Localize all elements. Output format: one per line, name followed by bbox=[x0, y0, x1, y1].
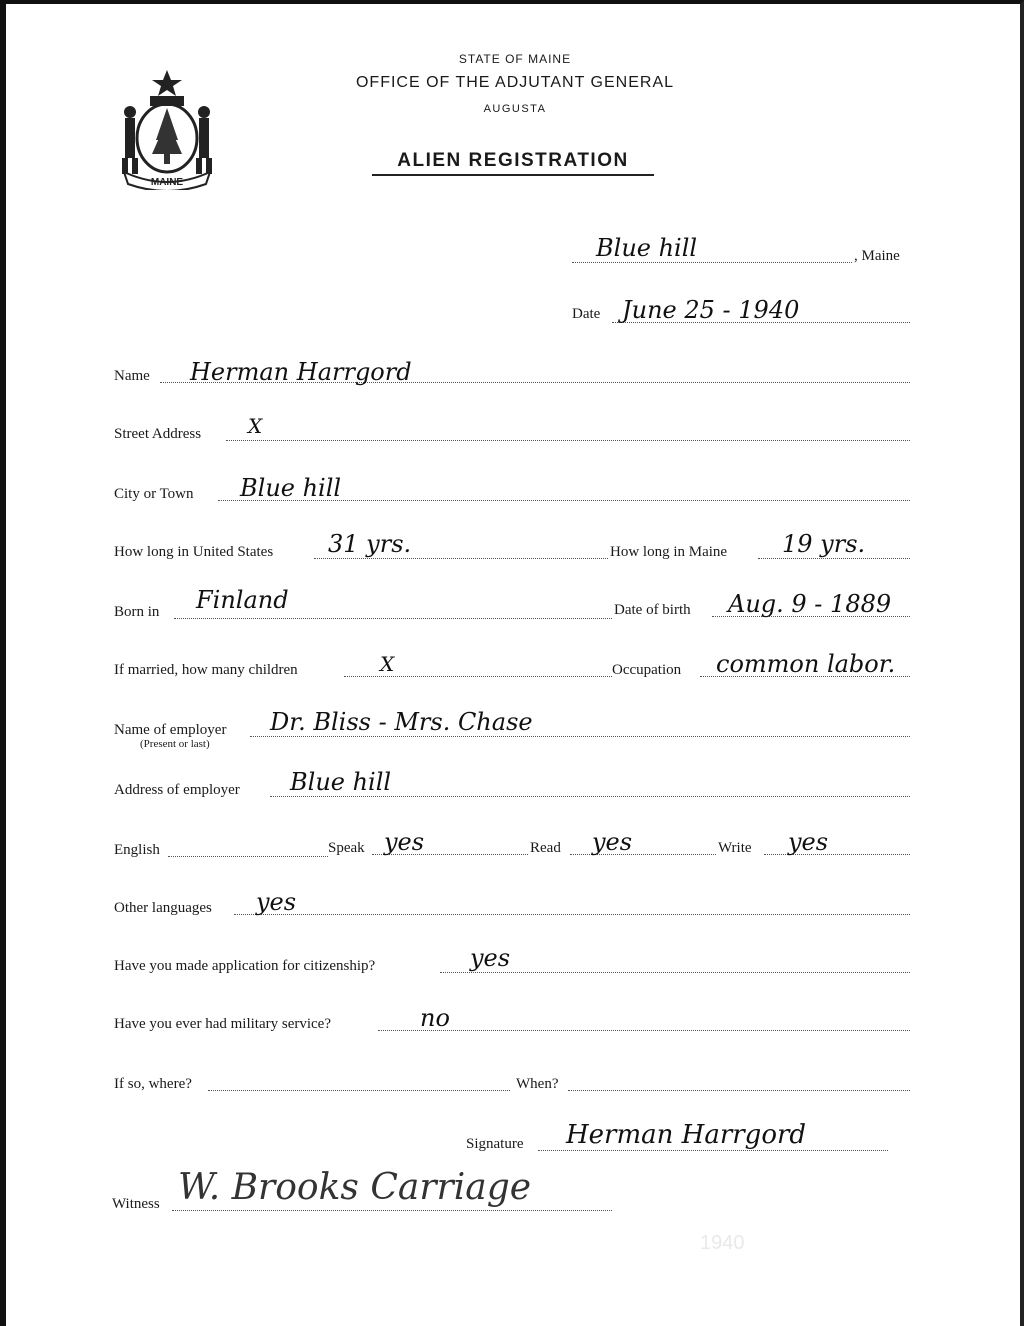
born-in-line bbox=[174, 618, 612, 619]
children-label: If married, how many children bbox=[114, 662, 298, 678]
employer-address-label: Address of employer bbox=[114, 782, 240, 798]
witness-line bbox=[172, 1210, 612, 1211]
seal-motto: MAINE bbox=[150, 177, 184, 188]
how-long-us-line bbox=[314, 558, 608, 559]
header-city: AUGUSTA bbox=[483, 103, 547, 115]
employer-label: Name of employer bbox=[114, 722, 227, 738]
military-line bbox=[378, 1030, 910, 1031]
street-address-label: Street Address bbox=[114, 426, 202, 442]
children-value: X bbox=[380, 652, 395, 676]
when-line bbox=[568, 1090, 910, 1091]
employer-address-line bbox=[270, 796, 910, 797]
form-title: ALIEN REGISTRATION bbox=[372, 150, 654, 176]
where-label: If so, where? bbox=[114, 1076, 192, 1092]
children-line bbox=[344, 676, 612, 677]
employer-line bbox=[250, 736, 910, 737]
occupation-label: Occupation bbox=[612, 662, 682, 678]
how-long-us-label: How long in United States bbox=[114, 544, 274, 560]
how-long-maine-value: 19 yrs. bbox=[782, 530, 866, 558]
born-in-value: Finland bbox=[196, 586, 289, 614]
employer-address-value: Blue hill bbox=[290, 768, 392, 796]
when-label: When? bbox=[516, 1076, 559, 1092]
place-suffix: , Maine bbox=[854, 248, 900, 264]
witness-signature: W. Brooks Carriage bbox=[178, 1167, 532, 1208]
write-line bbox=[764, 854, 910, 855]
state-seal-icon bbox=[112, 66, 222, 190]
date-value: June 25 - 1940 bbox=[622, 296, 800, 324]
how-long-maine-line bbox=[758, 558, 910, 559]
header-state: STATE OF MAINE bbox=[458, 52, 572, 66]
signature-value: Herman Harrgord bbox=[566, 1120, 807, 1150]
citizenship-line bbox=[440, 972, 910, 973]
english-line bbox=[168, 856, 328, 857]
faded-stamp: 1940 bbox=[700, 1232, 745, 1254]
signature-label: Signature bbox=[466, 1136, 524, 1152]
date-of-birth-label: Date of birth bbox=[614, 602, 691, 618]
read-label: Read bbox=[530, 840, 561, 856]
witness-label: Witness bbox=[112, 1196, 160, 1212]
read-value: yes bbox=[592, 828, 633, 856]
military-label: Have you ever had military service? bbox=[114, 1016, 331, 1032]
citizenship-label: Have you made application for citizenship? bbox=[114, 958, 376, 974]
street-address-value: X bbox=[248, 414, 263, 438]
write-value: yes bbox=[788, 828, 829, 856]
other-languages-value: yes bbox=[256, 888, 297, 916]
where-line bbox=[208, 1090, 510, 1091]
speak-label: Speak bbox=[328, 840, 365, 856]
signature-line bbox=[538, 1150, 888, 1151]
occupation-value: common labor. bbox=[716, 650, 896, 678]
name-label: Name bbox=[114, 368, 150, 384]
date-label: Date bbox=[572, 306, 601, 322]
street-address-line bbox=[226, 440, 910, 441]
city-label: City or Town bbox=[114, 486, 194, 502]
how-long-us-value: 31 yrs. bbox=[328, 530, 412, 558]
employer-sublabel: (Present or last) bbox=[140, 738, 210, 750]
place-line bbox=[572, 262, 852, 263]
city-value: Blue hill bbox=[240, 474, 342, 502]
employer-value: Dr. Bliss - Mrs. Chase bbox=[270, 708, 533, 736]
name-value: Herman Harrgord bbox=[190, 358, 412, 386]
place-value: Blue hill bbox=[596, 234, 698, 262]
speak-value: yes bbox=[384, 828, 425, 856]
date-of-birth-value: Aug. 9 - 1889 bbox=[728, 590, 892, 618]
english-label: English bbox=[114, 842, 160, 858]
other-languages-label: Other languages bbox=[114, 900, 212, 916]
other-languages-line bbox=[234, 914, 910, 915]
military-value: no bbox=[420, 1004, 450, 1032]
how-long-maine-label: How long in Maine bbox=[610, 544, 728, 560]
born-in-label: Born in bbox=[114, 604, 160, 620]
citizenship-value: yes bbox=[470, 944, 511, 972]
header-office: OFFICE OF THE ADJUTANT GENERAL bbox=[355, 74, 675, 91]
write-label: Write bbox=[718, 840, 752, 856]
